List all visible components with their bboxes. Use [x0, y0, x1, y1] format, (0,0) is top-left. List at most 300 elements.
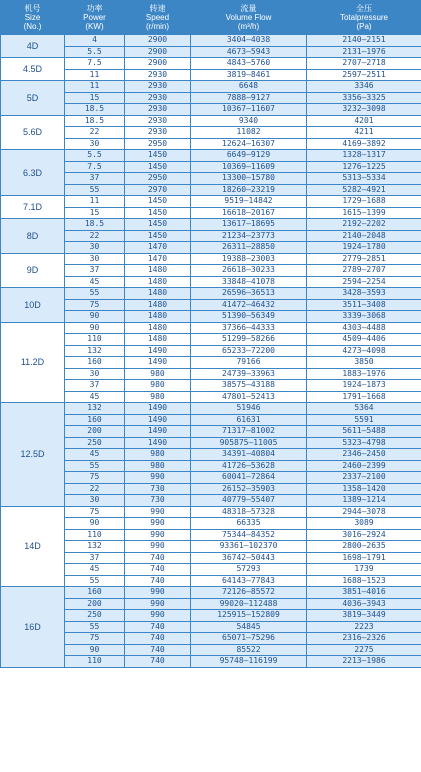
- table-row: [1, 46, 421, 58]
- speed-cell: 1490: [125, 414, 191, 426]
- speed-cell: 990: [125, 598, 191, 610]
- table-row: [1, 633, 421, 645]
- header-size-cn: 机号: [24, 4, 41, 13]
- flow-cell: 4843–5760: [191, 58, 307, 70]
- power-cell: 5.5: [65, 150, 125, 162]
- table-row: [1, 219, 421, 231]
- power-cell: 55: [65, 460, 125, 472]
- table-row: [1, 460, 421, 472]
- power-cell: 132: [65, 403, 125, 415]
- pressure-cell: 4273–4098: [307, 345, 421, 357]
- pressure-cell: 3851–4016: [307, 587, 421, 599]
- speed-cell: 980: [125, 368, 191, 380]
- table-row: [1, 150, 421, 162]
- table-row: [1, 368, 421, 380]
- pressure-cell: 5591: [307, 414, 421, 426]
- size-cell: 10D: [1, 288, 65, 323]
- header-speed-en: Speed: [145, 13, 170, 22]
- table-row: [1, 35, 421, 47]
- table-row: [1, 69, 421, 81]
- flow-cell: 26596–36513: [191, 288, 307, 300]
- table-row: [1, 380, 421, 392]
- table-row: [1, 58, 421, 70]
- size-cell: 6.3D: [1, 150, 65, 196]
- power-cell: 22: [65, 230, 125, 242]
- flow-cell: 38575–43188: [191, 380, 307, 392]
- pressure-cell: 3232–3098: [307, 104, 421, 116]
- table-row: [1, 184, 421, 196]
- flow-cell: 905875–11005: [191, 437, 307, 449]
- pressure-cell: 2800–2635: [307, 541, 421, 553]
- header-size: [1, 1, 65, 35]
- pressure-cell: 4169–3892: [307, 138, 421, 150]
- flow-cell: 26311–28850: [191, 242, 307, 254]
- flow-cell: 48318–57328: [191, 506, 307, 518]
- speed-cell: 1470: [125, 242, 191, 254]
- pressure-cell: 2316–2326: [307, 633, 421, 645]
- power-cell: 37: [65, 265, 125, 277]
- flow-cell: 6649–9129: [191, 150, 307, 162]
- table-row: [1, 138, 421, 150]
- speed-cell: 2930: [125, 115, 191, 127]
- speed-cell: 730: [125, 483, 191, 495]
- pressure-cell: 3016–2924: [307, 529, 421, 541]
- power-cell: 30: [65, 242, 125, 254]
- pressure-cell: 1924–1780: [307, 242, 421, 254]
- table-header: [1, 1, 421, 35]
- table-row: [1, 656, 421, 668]
- speed-cell: 980: [125, 380, 191, 392]
- pressure-cell: 2779–2851: [307, 253, 421, 265]
- header-power-cn: 功率: [86, 4, 103, 13]
- power-cell: 11: [65, 81, 125, 93]
- power-cell: 90: [65, 322, 125, 334]
- power-cell: 18.5: [65, 219, 125, 231]
- power-cell: 75: [65, 633, 125, 645]
- table-row: [1, 426, 421, 438]
- header-flow-en: Volume Flow: [225, 13, 272, 22]
- table-row: [1, 311, 421, 323]
- power-cell: 37: [65, 380, 125, 392]
- header-speed: [125, 1, 191, 35]
- speed-cell: 2930: [125, 127, 191, 139]
- power-cell: 75: [65, 299, 125, 311]
- flow-cell: 10367–11607: [191, 104, 307, 116]
- speed-cell: 990: [125, 610, 191, 622]
- speed-cell: 730: [125, 495, 191, 507]
- pressure-cell: 3346: [307, 81, 421, 93]
- size-cell: 7.1D: [1, 196, 65, 219]
- table-row: [1, 644, 421, 656]
- table-row: [1, 173, 421, 185]
- flow-cell: 41472–46432: [191, 299, 307, 311]
- flow-cell: 47801–52413: [191, 391, 307, 403]
- pressure-cell: 1358–1420: [307, 483, 421, 495]
- flow-cell: 3819–8461: [191, 69, 307, 81]
- flow-cell: 36742–50443: [191, 552, 307, 564]
- pressure-cell: 1328–1317: [307, 150, 421, 162]
- table-row: [1, 483, 421, 495]
- size-cell: 4D: [1, 35, 65, 58]
- pressure-cell: 3850: [307, 357, 421, 369]
- pressure-cell: 2789–2707: [307, 265, 421, 277]
- table-row: [1, 253, 421, 265]
- power-cell: 110: [65, 529, 125, 541]
- header-power-en: Power: [83, 13, 106, 22]
- table-row: [1, 552, 421, 564]
- pressure-cell: 1739: [307, 564, 421, 576]
- flow-cell: 51299–58266: [191, 334, 307, 346]
- power-cell: 11: [65, 69, 125, 81]
- pressure-cell: 2131–1976: [307, 46, 421, 58]
- power-cell: 132: [65, 541, 125, 553]
- power-cell: 90: [65, 518, 125, 530]
- speed-cell: 1480: [125, 265, 191, 277]
- power-cell: 22: [65, 483, 125, 495]
- flow-cell: 75344–84352: [191, 529, 307, 541]
- flow-cell: 95748–116199: [191, 656, 307, 668]
- power-cell: 55: [65, 621, 125, 633]
- speed-cell: 1480: [125, 334, 191, 346]
- pressure-cell: 3356–3325: [307, 92, 421, 104]
- speed-cell: 1450: [125, 150, 191, 162]
- table-row: [1, 196, 421, 208]
- speed-cell: 1480: [125, 276, 191, 288]
- table-row: [1, 391, 421, 403]
- speed-cell: 980: [125, 391, 191, 403]
- header-flow: [191, 1, 307, 35]
- power-cell: 11: [65, 196, 125, 208]
- speed-cell: 2900: [125, 58, 191, 70]
- speed-cell: 990: [125, 529, 191, 541]
- power-cell: 5.5: [65, 46, 125, 58]
- pressure-cell: 2275: [307, 644, 421, 656]
- power-cell: 160: [65, 587, 125, 599]
- power-cell: 18.5: [65, 104, 125, 116]
- table-row: [1, 334, 421, 346]
- speed-cell: 740: [125, 621, 191, 633]
- power-cell: 7.5: [65, 58, 125, 70]
- table-row: [1, 207, 421, 219]
- table-row: [1, 472, 421, 484]
- power-cell: 15: [65, 207, 125, 219]
- table-row: [1, 230, 421, 242]
- flow-cell: 24739–33963: [191, 368, 307, 380]
- flow-cell: 26152–35903: [191, 483, 307, 495]
- power-cell: 75: [65, 472, 125, 484]
- speed-cell: 1490: [125, 345, 191, 357]
- speed-cell: 2930: [125, 69, 191, 81]
- table-row: [1, 610, 421, 622]
- pressure-cell: 1688–1523: [307, 575, 421, 587]
- pressure-cell: 5611–5488: [307, 426, 421, 438]
- table-row: [1, 575, 421, 587]
- pressure-cell: 3819–3449: [307, 610, 421, 622]
- flow-cell: 72126–85572: [191, 587, 307, 599]
- power-cell: 250: [65, 437, 125, 449]
- pressure-cell: 1389–1214: [307, 495, 421, 507]
- table-row: [1, 357, 421, 369]
- pressure-cell: 5323–4798: [307, 437, 421, 449]
- power-cell: 4: [65, 35, 125, 47]
- flow-cell: 51946: [191, 403, 307, 415]
- flow-cell: 41726–53628: [191, 460, 307, 472]
- table-row: [1, 127, 421, 139]
- table-row: [1, 506, 421, 518]
- header-pressure-unit: (Pa): [356, 22, 372, 31]
- flow-cell: 13300–15780: [191, 173, 307, 185]
- pressure-cell: 1924–1873: [307, 380, 421, 392]
- table-row: [1, 518, 421, 530]
- flow-cell: 34391–40804: [191, 449, 307, 461]
- pressure-cell: 2944–3078: [307, 506, 421, 518]
- pressure-cell: 4036–3943: [307, 598, 421, 610]
- speed-cell: 990: [125, 472, 191, 484]
- speed-cell: 1450: [125, 230, 191, 242]
- speed-cell: 980: [125, 460, 191, 472]
- flow-cell: 71317–81002: [191, 426, 307, 438]
- power-cell: 45: [65, 276, 125, 288]
- flow-cell: 10369–11609: [191, 161, 307, 173]
- flow-cell: 54845: [191, 621, 307, 633]
- speed-cell: 740: [125, 633, 191, 645]
- header-flow-cn: 流量: [240, 4, 257, 13]
- speed-cell: 1490: [125, 426, 191, 438]
- table-row: [1, 345, 421, 357]
- flow-cell: 19388–23003: [191, 253, 307, 265]
- table-row: [1, 92, 421, 104]
- size-cell: 8D: [1, 219, 65, 254]
- speed-cell: 740: [125, 575, 191, 587]
- table-row: [1, 104, 421, 116]
- table-row: [1, 299, 421, 311]
- flow-cell: 37366–44333: [191, 322, 307, 334]
- pressure-cell: 4211: [307, 127, 421, 139]
- speed-cell: 1450: [125, 196, 191, 208]
- power-cell: 30: [65, 138, 125, 150]
- power-cell: 45: [65, 449, 125, 461]
- speed-cell: 2950: [125, 138, 191, 150]
- flow-cell: 93361–102370: [191, 541, 307, 553]
- table-row: [1, 564, 421, 576]
- power-cell: 200: [65, 426, 125, 438]
- size-cell: 16D: [1, 587, 65, 668]
- table-row: [1, 414, 421, 426]
- flow-cell: 26618–30233: [191, 265, 307, 277]
- table-row: [1, 529, 421, 541]
- flow-cell: 33848–41078: [191, 276, 307, 288]
- pressure-cell: 2597–2511: [307, 69, 421, 81]
- speed-cell: 990: [125, 506, 191, 518]
- pressure-cell: 2223: [307, 621, 421, 633]
- pressure-cell: 2346–2450: [307, 449, 421, 461]
- power-cell: 22: [65, 127, 125, 139]
- speed-cell: 980: [125, 449, 191, 461]
- power-cell: 18.5: [65, 115, 125, 127]
- speed-cell: 990: [125, 518, 191, 530]
- power-cell: 45: [65, 391, 125, 403]
- power-cell: 250: [65, 610, 125, 622]
- pressure-cell: 1729–1688: [307, 196, 421, 208]
- power-cell: 30: [65, 495, 125, 507]
- table-row: [1, 322, 421, 334]
- pressure-cell: 5313–5334: [307, 173, 421, 185]
- flow-cell: 40779–55407: [191, 495, 307, 507]
- size-cell: 14D: [1, 506, 65, 587]
- header-flow-unit: (m³/h): [237, 22, 260, 31]
- power-cell: 90: [65, 644, 125, 656]
- pressure-cell: 3089: [307, 518, 421, 530]
- pressure-cell: 3339–3068: [307, 311, 421, 323]
- table-row: [1, 541, 421, 553]
- speed-cell: 2900: [125, 35, 191, 47]
- table-row: [1, 161, 421, 173]
- speed-cell: 740: [125, 644, 191, 656]
- flow-cell: 21234–23773: [191, 230, 307, 242]
- flow-cell: 125915–152809: [191, 610, 307, 622]
- power-cell: 30: [65, 253, 125, 265]
- power-cell: 75: [65, 506, 125, 518]
- flow-cell: 3404–4038: [191, 35, 307, 47]
- header-speed-unit: (r/min): [145, 22, 170, 31]
- size-cell: 9D: [1, 253, 65, 288]
- flow-cell: 64143–77843: [191, 575, 307, 587]
- pressure-cell: 3511–3408: [307, 299, 421, 311]
- power-cell: 45: [65, 564, 125, 576]
- table-row: [1, 495, 421, 507]
- pressure-cell: 2337–2100: [307, 472, 421, 484]
- flow-cell: 6648: [191, 81, 307, 93]
- speed-cell: 1490: [125, 357, 191, 369]
- power-cell: 160: [65, 414, 125, 426]
- pressure-cell: 1883–1976: [307, 368, 421, 380]
- flow-cell: 61631: [191, 414, 307, 426]
- pressure-cell: 1615–1399: [307, 207, 421, 219]
- speed-cell: 1490: [125, 403, 191, 415]
- header-speed-cn: 转速: [149, 4, 166, 13]
- pressure-cell: 2192–2202: [307, 219, 421, 231]
- size-cell: 4.5D: [1, 58, 65, 81]
- table-row: [1, 449, 421, 461]
- pressure-cell: 1698–1791: [307, 552, 421, 564]
- pressure-cell: 4303–4488: [307, 322, 421, 334]
- speed-cell: 1480: [125, 288, 191, 300]
- power-cell: 37: [65, 173, 125, 185]
- power-cell: 15: [65, 92, 125, 104]
- header-power-unit: (KW): [85, 22, 104, 31]
- pressure-cell: 1791–1668: [307, 391, 421, 403]
- pressure-cell: 5282–4921: [307, 184, 421, 196]
- flow-cell: 99020–112488: [191, 598, 307, 610]
- pressure-cell: 2594–2254: [307, 276, 421, 288]
- flow-cell: 65233–72200: [191, 345, 307, 357]
- flow-cell: 66335: [191, 518, 307, 530]
- header-power: [65, 1, 125, 35]
- speed-cell: 990: [125, 541, 191, 553]
- size-cell: 12.5D: [1, 403, 65, 507]
- power-cell: 30: [65, 368, 125, 380]
- speed-cell: 740: [125, 552, 191, 564]
- speed-cell: 1450: [125, 161, 191, 173]
- speed-cell: 1480: [125, 322, 191, 334]
- pressure-cell: 2140–2048: [307, 230, 421, 242]
- table-row: [1, 115, 421, 127]
- speed-cell: 990: [125, 587, 191, 599]
- flow-cell: 11082: [191, 127, 307, 139]
- flow-cell: 16618–20167: [191, 207, 307, 219]
- power-cell: 55: [65, 288, 125, 300]
- power-cell: 7.5: [65, 161, 125, 173]
- table-row: [1, 587, 421, 599]
- flow-cell: 79166: [191, 357, 307, 369]
- table-row: [1, 598, 421, 610]
- speed-cell: 740: [125, 564, 191, 576]
- pressure-cell: 4201: [307, 115, 421, 127]
- size-cell: 5.6D: [1, 115, 65, 150]
- pressure-cell: 2213–1986: [307, 656, 421, 668]
- pressure-cell: 1276–1225: [307, 161, 421, 173]
- flow-cell: 13617–18695: [191, 219, 307, 231]
- flow-cell: 7888–9127: [191, 92, 307, 104]
- header-pressure-en: Totalpressure: [339, 13, 389, 22]
- table-row: [1, 242, 421, 254]
- size-cell: 11.2D: [1, 322, 65, 403]
- power-cell: 90: [65, 311, 125, 323]
- speed-cell: 1450: [125, 219, 191, 231]
- table-row: [1, 437, 421, 449]
- speed-cell: 740: [125, 656, 191, 668]
- flow-cell: 9340: [191, 115, 307, 127]
- power-cell: 110: [65, 656, 125, 668]
- size-cell: 5D: [1, 81, 65, 116]
- power-cell: 200: [65, 598, 125, 610]
- pressure-cell: 2460–2399: [307, 460, 421, 472]
- flow-cell: 60041–72864: [191, 472, 307, 484]
- speed-cell: 2930: [125, 81, 191, 93]
- header-pressure: [307, 1, 421, 35]
- table-body: [1, 35, 421, 668]
- flow-cell: 18260–23219: [191, 184, 307, 196]
- header-size-unit: (No.): [23, 22, 42, 31]
- speed-cell: 2950: [125, 173, 191, 185]
- power-cell: 55: [65, 575, 125, 587]
- header-size-en: Size: [24, 13, 41, 22]
- power-cell: 37: [65, 552, 125, 564]
- table-row: [1, 276, 421, 288]
- flow-cell: 4673–5943: [191, 46, 307, 58]
- power-cell: 110: [65, 334, 125, 346]
- flow-cell: 51390–56349: [191, 311, 307, 323]
- speed-cell: 1450: [125, 207, 191, 219]
- flow-cell: 57293: [191, 564, 307, 576]
- speed-cell: 1480: [125, 299, 191, 311]
- speed-cell: 1470: [125, 253, 191, 265]
- pressure-cell: 2707–2718: [307, 58, 421, 70]
- power-cell: 55: [65, 184, 125, 196]
- flow-cell: 12624–16307: [191, 138, 307, 150]
- header-row: [1, 1, 421, 35]
- power-cell: 160: [65, 357, 125, 369]
- flow-cell: 85522: [191, 644, 307, 656]
- flow-cell: 65071–75296: [191, 633, 307, 645]
- speed-cell: 1480: [125, 311, 191, 323]
- table-row: [1, 403, 421, 415]
- flow-cell: 9519–14842: [191, 196, 307, 208]
- pressure-cell: 2140–2151: [307, 35, 421, 47]
- table-row: [1, 288, 421, 300]
- speed-cell: 1490: [125, 437, 191, 449]
- pressure-cell: 5364: [307, 403, 421, 415]
